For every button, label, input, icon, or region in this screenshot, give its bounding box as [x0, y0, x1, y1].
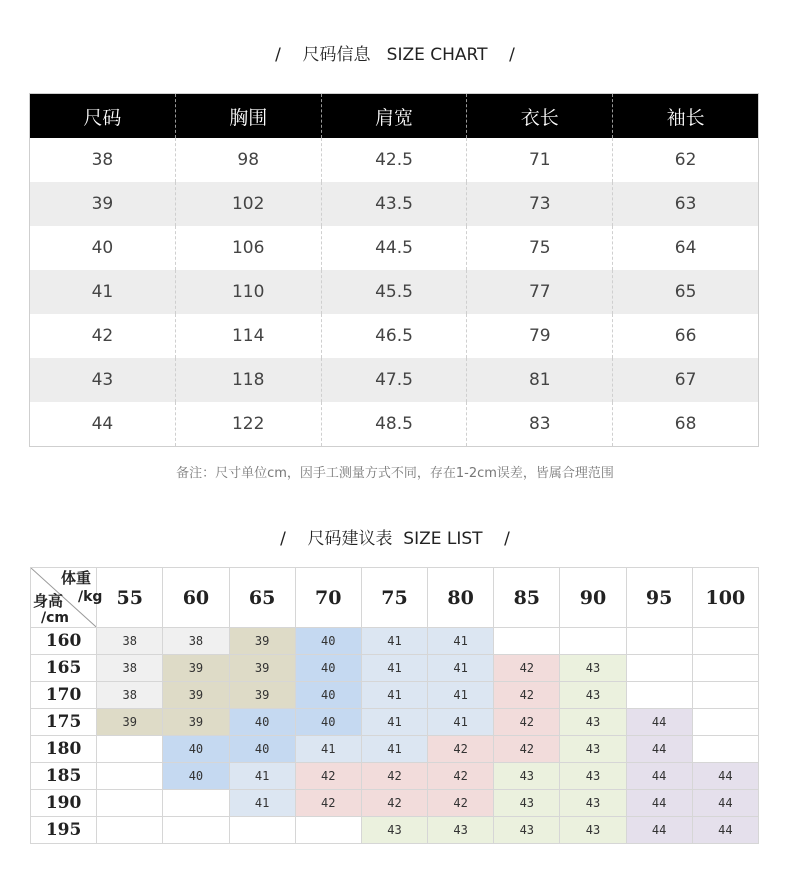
size-cell: 44: [626, 817, 692, 844]
table-row: [31, 790, 759, 817]
cell-length: 77: [467, 270, 613, 314]
size-cell: 39: [163, 709, 229, 736]
weight-header: 85: [494, 568, 560, 628]
cell-shoulder: 45.5: [321, 270, 467, 314]
cell-size: 44: [91, 414, 114, 434]
size-chart-table: [29, 93, 759, 447]
size-cell: 44: [692, 790, 758, 817]
table-row: [31, 817, 759, 844]
size-cell: [626, 655, 692, 682]
size-cell: 42: [295, 763, 361, 790]
size-cell: 41: [229, 763, 295, 790]
size-cell: [229, 817, 295, 844]
header-chest: 胸围: [175, 94, 321, 139]
cell-shoulder: 46.5: [321, 314, 467, 358]
size-cell: 42: [428, 790, 494, 817]
size-cell: 38: [97, 682, 163, 709]
cell-size: 42: [91, 326, 114, 346]
size-cell: 43: [560, 790, 626, 817]
cell-length: 83: [467, 402, 613, 447]
size-cell: 39: [229, 682, 295, 709]
size-cell: 41: [428, 682, 494, 709]
cell-length: 71: [467, 138, 613, 182]
size-cell: 40: [295, 709, 361, 736]
cell-shoulder: 47.5: [321, 358, 467, 402]
size-cell: [626, 628, 692, 655]
cell-sleeve: 63: [613, 182, 759, 226]
size-cell: 44: [626, 790, 692, 817]
size-cell: 42: [494, 655, 560, 682]
weight-header: 75: [361, 568, 427, 628]
size-cell: [692, 655, 758, 682]
size-cell: 39: [229, 655, 295, 682]
size-cell: 43: [560, 682, 626, 709]
weight-header: 65: [229, 568, 295, 628]
table-row: [31, 655, 759, 682]
size-cell: 44: [626, 709, 692, 736]
cell-shoulder: 42.5: [321, 138, 467, 182]
size-cell: [560, 628, 626, 655]
size-cell: 41: [361, 655, 427, 682]
cell-shoulder: 44.5: [321, 226, 467, 270]
cell-chest: 110: [175, 270, 321, 314]
size-cell: 39: [229, 628, 295, 655]
size-cell: 39: [97, 709, 163, 736]
height-header: 190: [31, 790, 97, 817]
size-cell: 42: [494, 736, 560, 763]
size-cell: 42: [295, 790, 361, 817]
size-cell: 41: [361, 709, 427, 736]
header-length: 衣长: [467, 94, 613, 139]
table-row: [30, 314, 759, 358]
size-cell: 42: [494, 682, 560, 709]
cell-length: 75: [467, 226, 613, 270]
size-cell: 40: [163, 736, 229, 763]
size-cell: 39: [163, 655, 229, 682]
size-cell: 44: [626, 736, 692, 763]
height-unit: /cm: [41, 610, 69, 626]
size-cell: 41: [361, 628, 427, 655]
table-row: [30, 358, 759, 402]
cell-sleeve: 64: [613, 226, 759, 270]
cell-size: 39: [30, 182, 176, 226]
cell-length: 81: [467, 358, 613, 402]
size-cell: [692, 628, 758, 655]
size-cell: 40: [295, 628, 361, 655]
cell-length: 79: [467, 314, 613, 358]
header-size: 尺码: [30, 94, 176, 139]
weight-unit: /kg: [78, 589, 103, 605]
size-cell: 44: [692, 763, 758, 790]
size-cell: 40: [295, 655, 361, 682]
size-cell: 42: [361, 790, 427, 817]
size-cell: 43: [361, 817, 427, 844]
size-cell: [163, 817, 229, 844]
cell-shoulder: 43.5: [321, 182, 467, 226]
cell-sleeve: 66: [613, 314, 759, 358]
table-row: [30, 138, 759, 182]
size-cell: [626, 682, 692, 709]
size-cell: 40: [163, 763, 229, 790]
height-header: 170: [31, 682, 97, 709]
header-shoulder: 肩宽: [321, 94, 467, 139]
cell-shoulder: 48.5: [321, 402, 467, 447]
size-cell: [494, 628, 560, 655]
cell-size: 38: [91, 150, 114, 170]
size-chart-header-row: [30, 94, 759, 139]
size-cell: 41: [428, 628, 494, 655]
weight-header-row: [31, 568, 759, 628]
size-cell: 40: [229, 709, 295, 736]
weight-header: 95: [626, 568, 692, 628]
size-cell: 43: [560, 655, 626, 682]
height-header: 185: [31, 763, 97, 790]
size-cell: 40: [295, 682, 361, 709]
cell-chest: 98: [175, 138, 321, 182]
height-header: 175: [31, 709, 97, 736]
size-cell: [97, 817, 163, 844]
size-cell: 43: [560, 736, 626, 763]
cell-sleeve: 62: [613, 138, 759, 182]
size-cell: 43: [560, 817, 626, 844]
size-recommendation-table: [30, 567, 759, 844]
weight-header: 70: [295, 568, 361, 628]
size-cell: 43: [494, 817, 560, 844]
weight-header: 90: [560, 568, 626, 628]
size-cell: 43: [428, 817, 494, 844]
size-cell: 40: [229, 736, 295, 763]
table-row: [30, 226, 759, 270]
size-cell: [692, 682, 758, 709]
size-cell: 44: [626, 763, 692, 790]
size-cell: 41: [428, 655, 494, 682]
cell-size: 41: [30, 270, 176, 314]
size-cell: 38: [97, 628, 163, 655]
cell-chest: 122: [175, 402, 321, 447]
size-cell: [97, 736, 163, 763]
size-cell: [692, 709, 758, 736]
size-cell: 42: [428, 736, 494, 763]
weight-header: 100: [692, 568, 758, 628]
size-cell: 42: [494, 709, 560, 736]
cell-chest: 106: [175, 226, 321, 270]
size-cell: 43: [560, 763, 626, 790]
measurement-note: 备注：尺寸单位cm，因手工测量方式不同，存在1-2cm误差，皆属合理范围: [176, 466, 614, 481]
table-row: [31, 709, 759, 736]
size-cell: 41: [361, 682, 427, 709]
table-row: [31, 736, 759, 763]
cell-chest: 102: [175, 182, 321, 226]
size-cell: 43: [494, 763, 560, 790]
cell-sleeve: 68: [613, 402, 759, 447]
cell-length: 73: [467, 182, 613, 226]
size-cell: 43: [494, 790, 560, 817]
size-cell: 41: [229, 790, 295, 817]
size-list-title: / 尺码建议表 SIZE LIST /: [280, 529, 510, 549]
table-row: [30, 402, 759, 447]
weight-header: 55: [97, 568, 163, 628]
size-cell: 43: [560, 709, 626, 736]
height-header: 160: [31, 628, 97, 655]
table-row: [31, 763, 759, 790]
weight-header: 60: [163, 568, 229, 628]
size-cell: [97, 763, 163, 790]
weight-label: 体重: [61, 569, 92, 587]
cell-size: 43: [30, 358, 176, 402]
size-cell: 38: [97, 655, 163, 682]
table-row: [30, 182, 759, 226]
corner-header: [31, 568, 103, 628]
table-row: [30, 270, 759, 314]
height-label: 身高: [33, 592, 64, 610]
table-row: [31, 682, 759, 709]
size-chart-title: / 尺码信息 SIZE CHART /: [275, 45, 515, 65]
cell-sleeve: 65: [613, 270, 759, 314]
size-cell: [295, 817, 361, 844]
size-cell: 41: [428, 709, 494, 736]
size-cell: 42: [361, 763, 427, 790]
height-header: 180: [31, 736, 97, 763]
cell-sleeve: 67: [613, 358, 759, 402]
size-cell: 41: [361, 736, 427, 763]
size-cell: [97, 790, 163, 817]
weight-header: 80: [428, 568, 494, 628]
size-cell: 44: [692, 817, 758, 844]
size-cell: 39: [163, 682, 229, 709]
size-cell: 42: [428, 763, 494, 790]
table-row: [31, 628, 759, 655]
size-cell: [692, 736, 758, 763]
header-sleeve: 袖长: [613, 94, 759, 139]
height-header: 195: [31, 817, 97, 844]
size-cell: 38: [163, 628, 229, 655]
cell-chest: 114: [175, 314, 321, 358]
height-header: 165: [31, 655, 97, 682]
size-cell: [163, 790, 229, 817]
cell-chest: 118: [175, 358, 321, 402]
size-cell: 41: [295, 736, 361, 763]
cell-size: 40: [91, 238, 114, 258]
